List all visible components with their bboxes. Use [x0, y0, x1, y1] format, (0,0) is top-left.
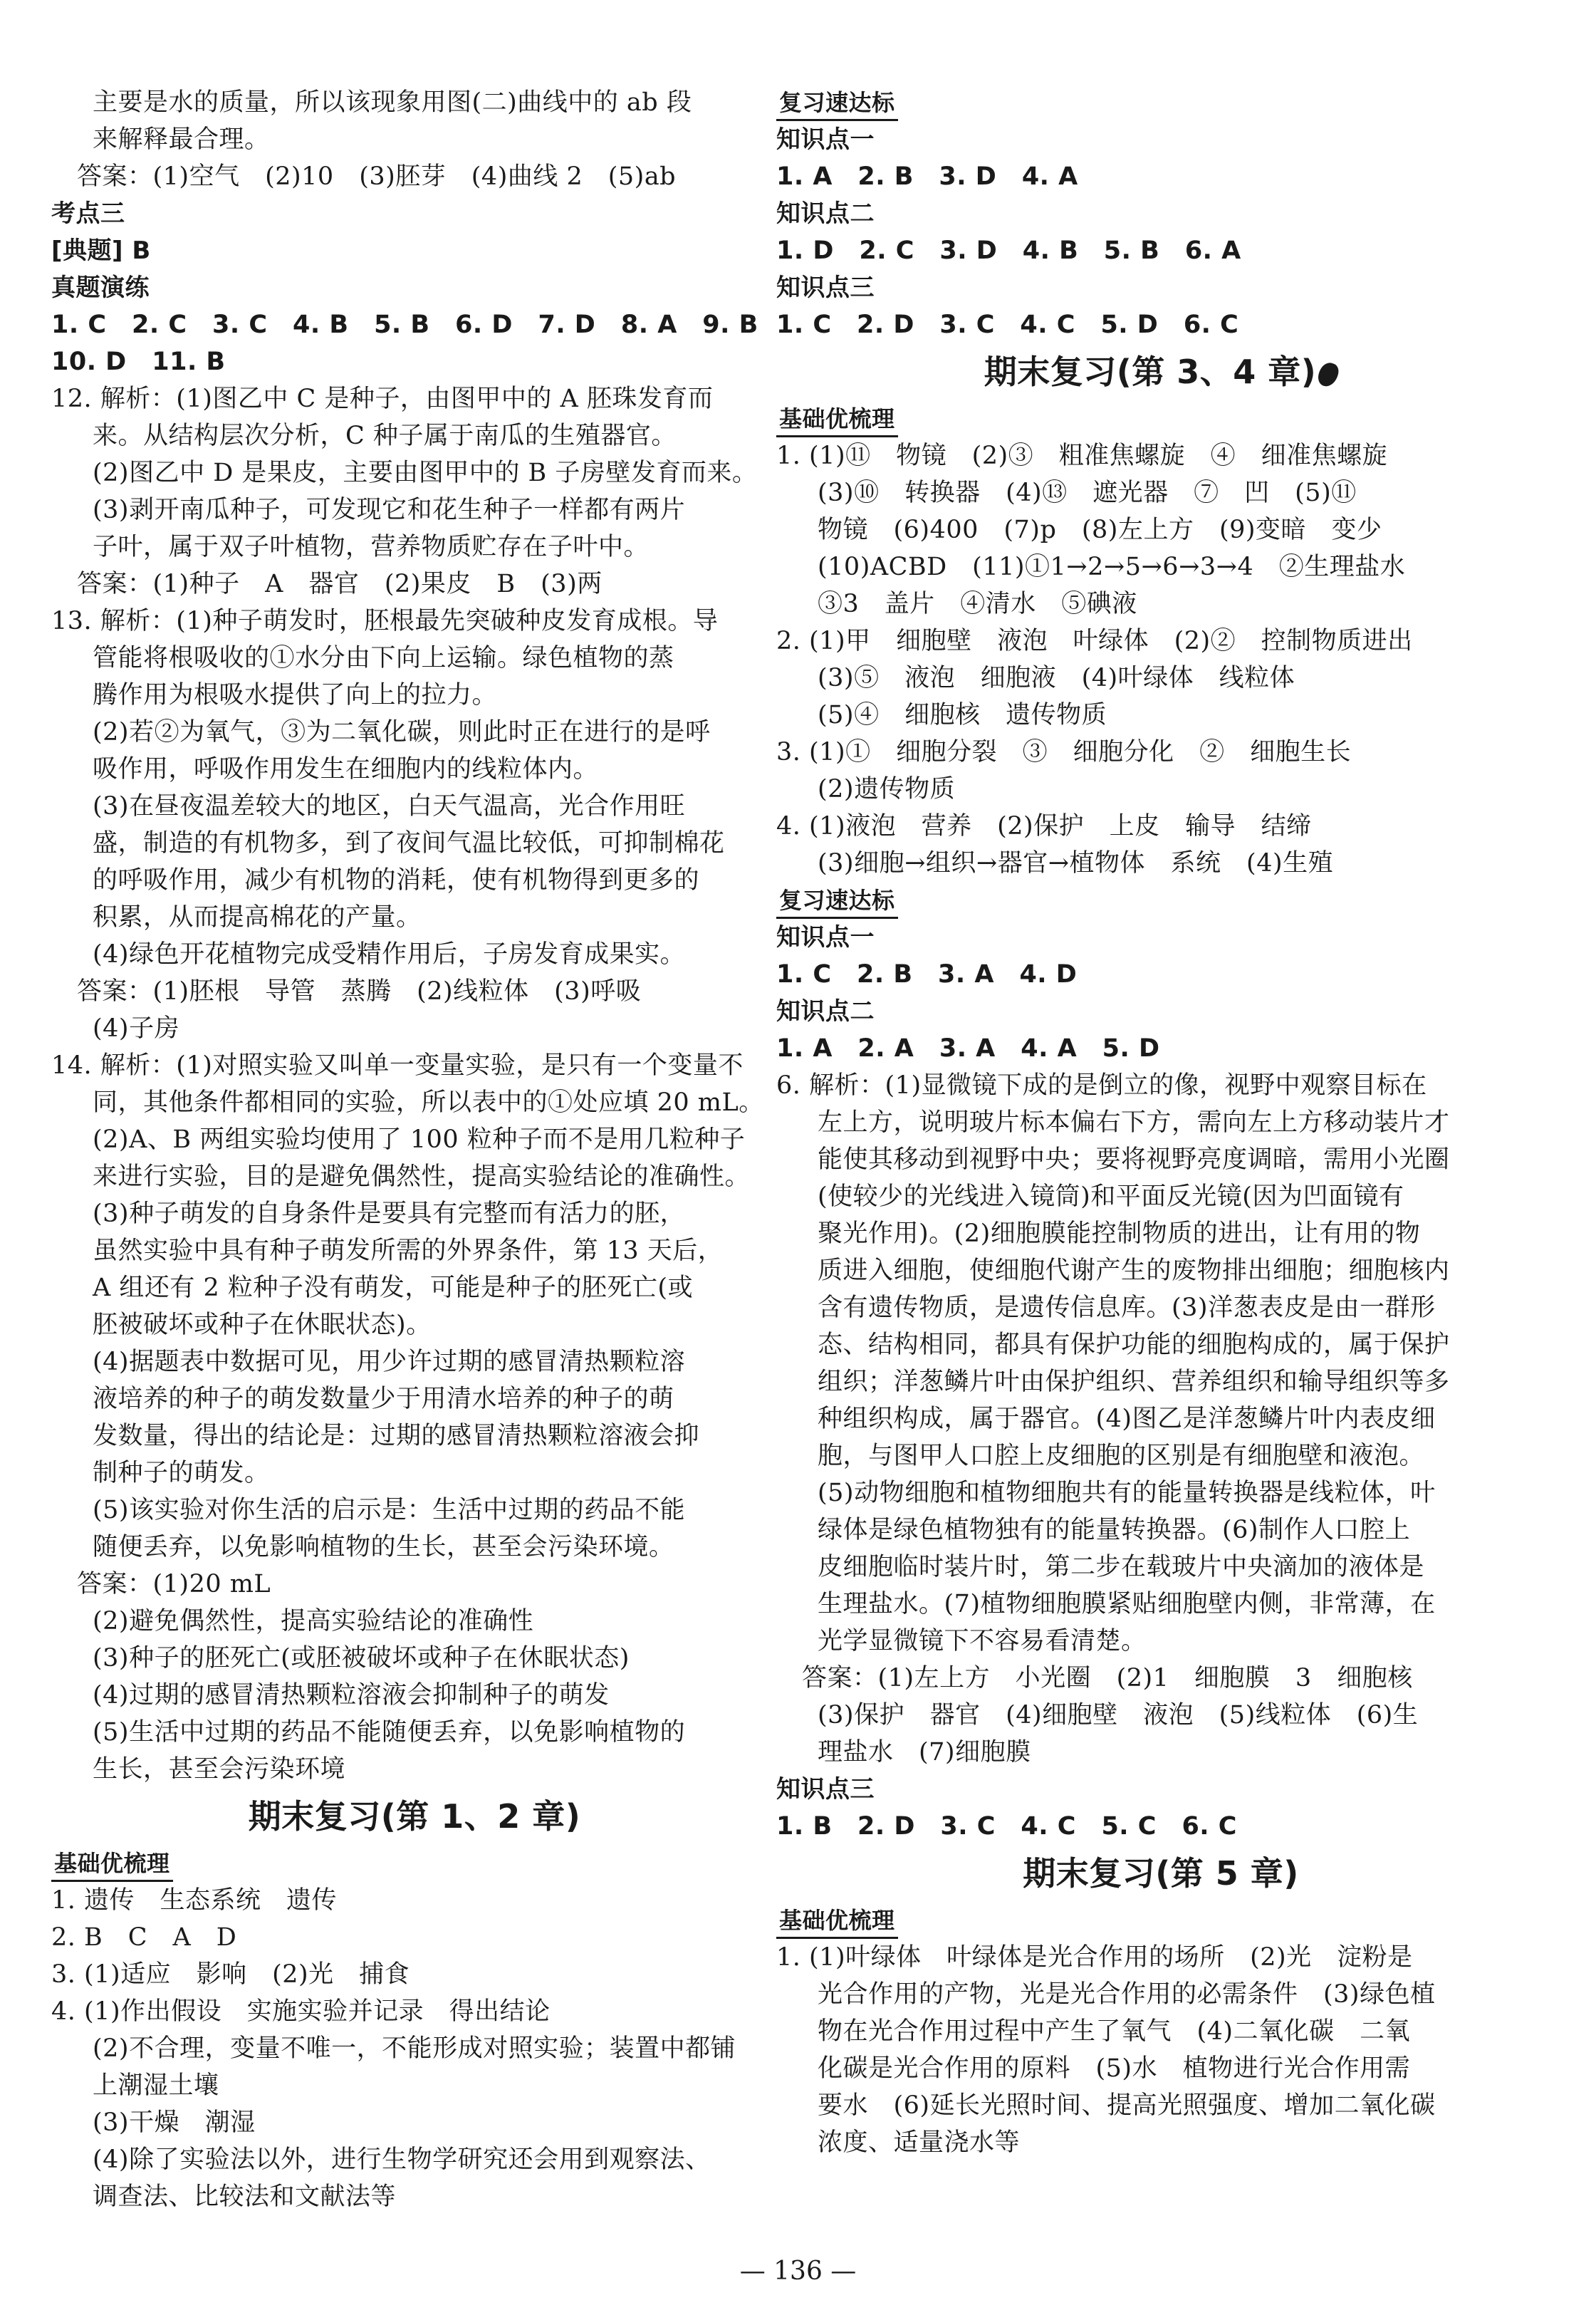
section-label: 基础优梳理	[776, 1904, 898, 1939]
sub-heading: 知识点一	[776, 923, 875, 952]
left-column	[51, 84, 778, 2215]
text-line: (4)子房	[93, 1014, 180, 1043]
sub-heading: 知识点一	[776, 125, 875, 154]
text-line: (4)绿色开花植物完成受精作用后，子房发育成果实。	[93, 940, 686, 969]
ink-blot-icon	[1315, 360, 1341, 389]
text-line: 来。从结构层次分析，C 种子属于南瓜的生殖器官。	[93, 422, 677, 450]
text-line: (2)若②为氧气，③为二氧化碳，则此时正在进行的是呼	[93, 718, 711, 747]
text-line: (2)A、B 两组实验均使用了 100 粒种子而不是用几粒种子	[93, 1125, 746, 1154]
section-title: 期末复习(第 5 章)	[1023, 1854, 1299, 1893]
text-line: 光学显微镜下不容易看清楚。	[818, 1627, 1147, 1655]
text-line: 6. 解析：(1)显微镜下成的是倒立的像，视野中观察目标在	[776, 1071, 1427, 1100]
text-line: 生长，甚至会污染环境	[93, 1755, 346, 1784]
text-line: 种组织构成，属于器官。(4)图乙是洋葱鳞片叶内表皮细	[818, 1405, 1436, 1433]
text-line: (3)种子的胚死亡(或胚被破坏或种子在休眠状态)	[93, 1644, 630, 1673]
text-line: 1. C 2. C 3. C 4. B 5. B 6. D 7. D 8. A 9. B	[51, 311, 758, 339]
sub-heading: 知识点二	[776, 199, 875, 228]
text-line: 12. 解析：(1)图乙中 C 是种子，由图甲中的 A 胚珠发育而	[51, 385, 714, 413]
text-line: 1. 遗传 生态系统 遗传	[51, 1886, 338, 1915]
sub-heading: 知识点三	[776, 1775, 875, 1804]
text-line: 理盐水 (7)细胞膜	[818, 1738, 1031, 1767]
sub-heading: 知识点三	[776, 274, 875, 302]
text-line: 含有遗传物质，是遗传信息库。(3)洋葱表皮是由一群形	[818, 1294, 1436, 1322]
text-line: 3. (1)适应 影响 (2)光 捕食	[51, 1960, 410, 1989]
text-line: (3)细胞→组织→器官→植物体 系统 (4)生殖	[818, 849, 1334, 878]
label-line	[776, 84, 1545, 121]
text-line: 1. (1)⑪ 物镜 (2)③ 粗准焦螺旋 ④ 细准焦螺旋	[776, 442, 1388, 470]
text-line: 主要是水的质量，所以该现象用图(二)曲线中的 ab 段	[93, 88, 692, 117]
text-line: 14. 解析：(1)对照实验又叫单一变量实验，是只有一个变量不	[51, 1051, 744, 1080]
section-label: 复习速达标	[776, 884, 898, 919]
text-line: 1. A 2. A 3. A 4. A 5. D	[776, 1034, 1160, 1063]
text-line: 13. 解析：(1)种子萌发时，胚根最先突破种皮发育成根。导	[51, 607, 719, 635]
text-line: 4. (1)液泡 营养 (2)保护 上皮 输导 结缔	[776, 812, 1312, 841]
text-line: 绿体是绿色植物独有的能量转换器。(6)制作人口腔上	[818, 1516, 1411, 1544]
text-line: (2)图乙中 D 是果皮，主要由图甲中的 B 子房壁发育而来。	[93, 459, 758, 487]
text-line: 吸作用，呼吸作用发生在细胞内的线粒体内。	[93, 755, 599, 784]
text-line: 1. C 2. B 3. A 4. D	[776, 960, 1078, 989]
text-line: 胚被破坏或种子在休眠状态)。	[93, 1311, 432, 1339]
text-line: 浓度、适量浇水等	[818, 2128, 1021, 2157]
text-line: 腾作用为根吸水提供了向上的拉力。	[93, 681, 498, 709]
text-line: 答案：(1)20 mL	[77, 1570, 271, 1598]
text-line: 能使其移动到视野中央；要将视野亮度调暗，需用小光圈	[818, 1145, 1450, 1174]
text-line: (3)在昼夜温差较大的地区，白天气温高，光合作用旺	[93, 792, 686, 821]
text-line: 液培养的种子的萌发数量少于用清水培养的种子的萌	[93, 1385, 674, 1413]
text-line: (2)遗传物质	[818, 775, 956, 803]
text-line: 发数量，得出的结论是：过期的感冒清热颗粒溶液会抑	[93, 1422, 700, 1450]
text-line: (5)动物细胞和植物细胞共有的能量转换器是线粒体，叶	[818, 1479, 1436, 1507]
text-line: 左上方，说明玻片标本偏右下方，需向左上方移动装片才	[818, 1108, 1450, 1137]
text-line: 聚光作用)。(2)细胞膜能控制物质的进出，让有用的物	[818, 1219, 1421, 1248]
text-line: 2. B C A D	[51, 1923, 237, 1952]
text-line: 物在光合作用过程中产生了氧气 (4)二氧化碳 二氧	[818, 2017, 1411, 2046]
section-label: 复习速达标	[776, 86, 898, 121]
text-line: 管能将根吸收的①水分由下向上运输。绿色植物的蒸	[93, 644, 674, 672]
text-line: (4)据题表中数据可见，用少许过期的感冒清热颗粒溶	[93, 1348, 686, 1376]
text-line: 调查法、比较法和文献法等	[93, 2183, 397, 2211]
text-line: 1. A 2. B 3. D 4. A	[776, 162, 1078, 191]
text-line: (3)种子萌发的自身条件是要具有完整而有活力的胚，	[93, 1200, 686, 1228]
text-line: 皮细胞临时装片时，第二步在载玻片中央滴加的液体是	[818, 1553, 1425, 1581]
text-line: 答案：(1)左上方 小光圈 (2)1 细胞膜 3 细胞核	[802, 1664, 1413, 1692]
text-line: 制种子的萌发。	[93, 1459, 270, 1487]
text-line: 1. C 2. D 3. C 4. C 5. D 6. C	[776, 311, 1239, 339]
text-line: (5)该实验对你生活的启示是：生活中过期的药品不能	[93, 1496, 686, 1524]
text-line: 答案：(1)种子 A 器官 (2)果皮 B (3)两	[77, 570, 603, 598]
text-line: 虽然实验中具有种子萌发所需的外界条件，第 13 天后，	[93, 1237, 724, 1265]
text-line: (10)ACBD (11)①1→2→5→6→3→4 ②生理盐水	[818, 553, 1406, 581]
text-line: 要水 (6)延长光照时间、提高光照强度、增加二氧化碳	[818, 2091, 1436, 2120]
text-line: 10. D 11. B	[51, 348, 226, 376]
section-label: 基础优梳理	[51, 1847, 173, 1882]
text-line: (3)保护 器官 (4)细胞壁 液泡 (5)线粒体 (6)生	[818, 1701, 1419, 1729]
label-line	[776, 882, 1545, 919]
text-line: (4)除了实验法以外，进行生物学研究还会用到观察法、	[93, 2145, 711, 2174]
sub-heading: 知识点二	[776, 997, 875, 1026]
text-line: (5)生活中过期的药品不能随便丢弃，以免影响植物的	[93, 1718, 686, 1747]
text-line: 的呼吸作用，减少有机物的消耗，使有机物得到更多的	[93, 866, 700, 895]
section-title: 期末复习(第 1、2 章)	[248, 1797, 581, 1836]
text-line: (2)不合理，变量不唯一，不能形成对照实验；装置中都铺	[93, 2034, 736, 2063]
label-line	[51, 1845, 778, 1882]
text-line: 化碳是光合作用的原料 (5)水 植物进行光合作用需	[818, 2054, 1411, 2083]
text-line: 2. (1)甲 细胞壁 液泡 叶绿体 (2)② 控制物质进出	[776, 627, 1413, 655]
text-line: 物镜 (6)400 (7)p (8)左上方 (9)变暗 变少	[818, 516, 1382, 544]
text-line: 组织；洋葱鳞片叶由保护组织、营养组织和输导组织等多	[818, 1368, 1450, 1396]
text-line: 盛，制造的有机物多，到了夜间气温比较低，可抑制棉花	[93, 829, 725, 858]
text-line: (2)避免偶然性，提高实验结论的准确性	[93, 1607, 534, 1635]
text-line: (3)剥开南瓜种子，可发现它和花生种子一样都有两片	[93, 496, 686, 524]
text-line: 1. D 2. C 3. D 4. B 5. B 6. A	[776, 236, 1241, 265]
text-line: 1. (1)叶绿体 叶绿体是光合作用的场所 (2)光 淀粉是	[776, 1943, 1413, 1972]
text-line: 子叶，属于双子叶植物，营养物质贮存在子叶中。	[93, 533, 650, 561]
text-line: 来解释最合理。	[93, 125, 270, 154]
text-line: 答案：(1)胚根 导管 蒸腾 (2)线粒体 (3)呼吸	[77, 977, 642, 1006]
text-line: (3)⑩ 转换器 (4)⑬ 遮光器 ⑦ 凹 (5)⑪	[818, 479, 1357, 507]
sub-heading: [典题] B	[51, 236, 151, 265]
text-line: 1. B 2. D 3. C 4. C 5. C 6. C	[776, 1812, 1237, 1841]
text-line: 态、结构相同，都具有保护功能的细胞构成的，属于保护	[818, 1331, 1450, 1359]
sub-heading: 考点三	[51, 199, 125, 228]
text-line: 来进行实验，目的是避免偶然性，提高实验结论的准确性。	[93, 1162, 751, 1191]
text-line: 胞，与图甲人口腔上皮细胞的区别是有细胞壁和液泡。	[818, 1442, 1425, 1470]
text-line: 生理盐水。(7)植物细胞膜紧贴细胞壁内侧，非常薄，在	[818, 1590, 1436, 1618]
page-number: — 136 —	[739, 2257, 857, 2286]
text-line: 质进入细胞，使细胞代谢产生的废物排出细胞；细胞核内	[818, 1257, 1450, 1285]
text-line: 4. (1)作出假设 实施实验并记录 得出结论	[51, 1997, 551, 2026]
right-column	[776, 84, 1545, 2161]
text-line: (使较少的光线进入镜筒)和平面反光镜(因为凹面镜有	[818, 1182, 1404, 1211]
section-label: 基础优梳理	[776, 402, 898, 437]
text-line: (4)过期的感冒清热颗粒溶液会抑制种子的萌发	[93, 1681, 610, 1710]
text-line: A 组还有 2 粒种子没有萌发，可能是种子的胚死亡(或	[93, 1274, 694, 1302]
label-line	[776, 1902, 1545, 1939]
sub-heading: 真题演练	[51, 274, 150, 302]
text-line: (3)⑤ 液泡 细胞液 (4)叶绿体 线粒体	[818, 664, 1295, 692]
text-line: 积累，从而提高棉花的产量。	[93, 903, 422, 932]
text-line: 光合作用的产物，光是光合作用的必需条件 (3)绿色植	[818, 1980, 1436, 2009]
text-line: (5)④ 细胞核 遗传物质	[818, 701, 1107, 729]
text-line: 答案：(1)空气 (2)10 (3)胚芽 (4)曲线 2 (5)ab	[77, 162, 677, 191]
text-line: 随便丢弃，以免影响植物的生长，甚至会污染环境。	[93, 1533, 674, 1561]
text-line: 同，其他条件都相同的实验，所以表中的①处应填 20 mL。	[93, 1088, 764, 1117]
label-line	[776, 400, 1545, 437]
text-line: 3. (1)① 细胞分裂 ③ 细胞分化 ② 细胞生长	[776, 738, 1352, 766]
text-line: ③3 盖片 ④清水 ⑤碘液	[818, 590, 1137, 618]
section-title: 期末复习(第 3、4 章)	[776, 343, 1545, 400]
text-line: (3)干燥 潮湿	[93, 2108, 256, 2137]
text-line: 上潮湿土壤	[93, 2071, 219, 2100]
